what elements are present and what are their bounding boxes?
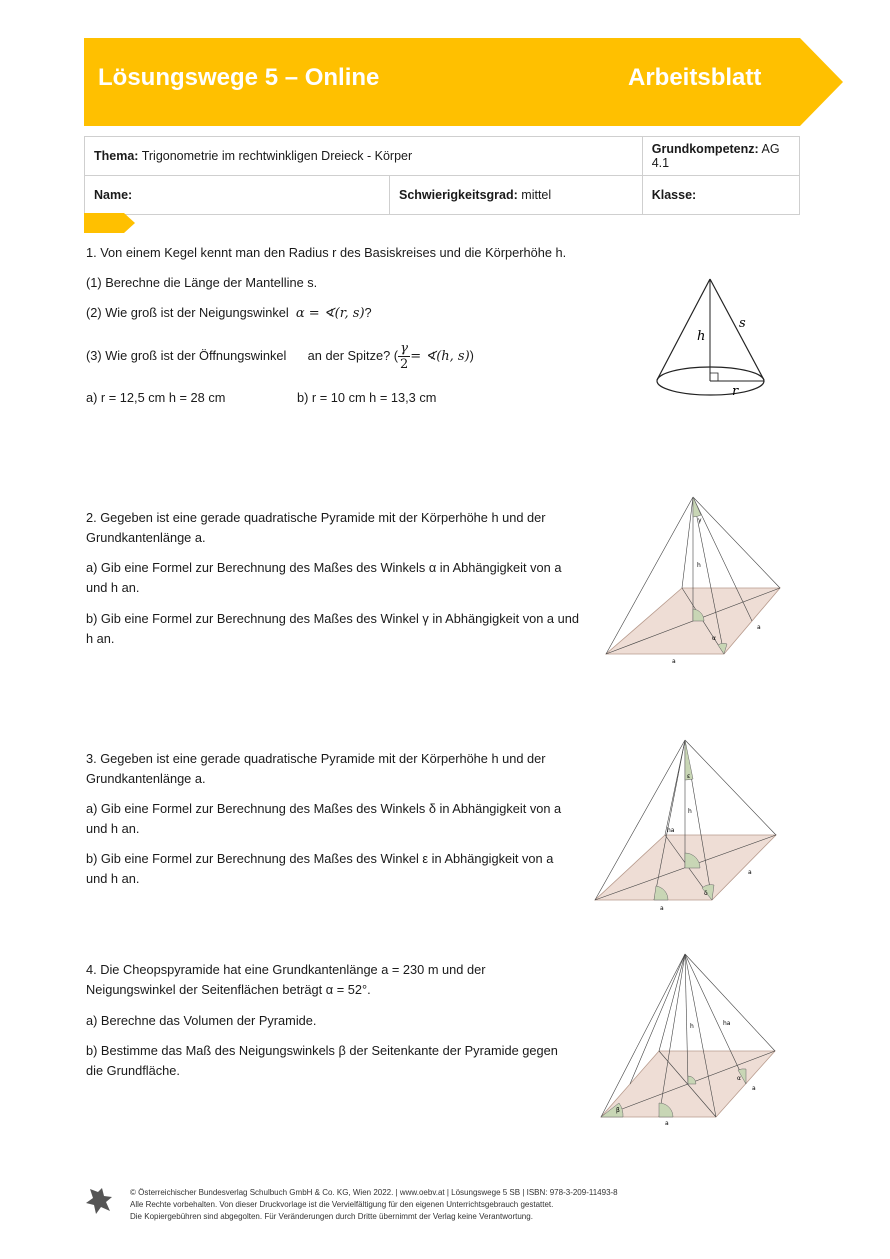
document-type: Arbeitsblatt [628, 64, 762, 91]
name-cell[interactable] [85, 176, 390, 215]
thema-value: Trigonometrie im rechtwinkligen Dreieck - Körper [141, 149, 413, 163]
pyr2-label-a-bottom: a [672, 658, 676, 665]
fraction-denominator: 2 [400, 357, 409, 372]
pyr3-label-a-bottom: a [660, 905, 664, 912]
schwierigkeit-value: mittel [521, 188, 552, 202]
pyr3-label-epsilon: ε [687, 773, 691, 780]
pyr2-label-a-right: a [757, 624, 761, 631]
task3-a: a) Gib eine Formel zur Berechnung des Maßes des Winkels δ in Abhängigkeit von a und h an. [86, 801, 562, 836]
pyr4-label-alpha: α [737, 1075, 741, 1082]
klasse-label: Klasse: [651, 188, 697, 202]
cone-label-s: s [739, 316, 746, 331]
task1-q3-text: (3) Wie groß ist der Öffnungswinkel [86, 347, 287, 363]
task1-q3-end: ) [469, 347, 474, 363]
cone-label-h: h [697, 329, 706, 344]
task1-q3-after: an der Spitze? ( [307, 347, 399, 363]
grundkompetenz-label: Grundkompetenz: [651, 142, 759, 156]
pyr4-label-a-right: a [752, 1085, 756, 1092]
task2-a: a) Gib eine Formel zur Berechnung des Maßes des Winkels α in Abhängigkeit von a und h an. [86, 560, 562, 595]
section-marker-arrow [84, 213, 136, 235]
task3-intro: 3. Gegeben ist eine gerade quadratische Pyramide mit der Körperhöhe h und der Grundkantenlänge a. [86, 751, 546, 786]
fraction-numerator: γ [398, 341, 410, 357]
schwierigkeit-cell [390, 176, 643, 215]
name-label: Name: [94, 188, 133, 202]
footer-line-1: © Österreichischer Bundesverlag Schulbuch GmbH & Co. KG, Wien 2022. | www.oebv.at | Lösungswege 5 SB | ISBN: 978-3-209-11493-8 [130, 1188, 618, 1197]
task1-q3 [86, 341, 474, 372]
task4-a: a) Berechne das Volumen der Pyramide. [86, 1013, 317, 1028]
cone-label-r: r [732, 384, 739, 399]
schwierigkeit-label: Schwierigkeitsgrad: [399, 188, 518, 202]
worksheet-title: Lösungswege 5 – Online [98, 64, 380, 91]
pyr4-label-ha: ha [723, 1020, 731, 1027]
pyr2-label-h: h [697, 562, 701, 569]
pyr2-label-alpha: α [712, 635, 716, 642]
footer-line-2: Alle Rechte vorbehalten. Von dieser Druckvorlage ist die Vervielfältigung für den eigenen Unterrichtsgebrauch gestattet. [130, 1200, 554, 1209]
task1-a: a) r = 12,5 cm h = 28 cm [86, 390, 226, 405]
pyr3-label-ha: ha [667, 827, 675, 834]
klasse-cell[interactable] [642, 176, 799, 215]
task1-q1: (1) Berechne die Länge der Mantelline s. [86, 275, 318, 290]
task1-intro: 1. Von einem Kegel kennt man den Radius r des Basiskreises und die Körperhöhe h. [86, 245, 567, 260]
pyr4-label-a-bottom: a [665, 1120, 669, 1127]
pyr2-label-gamma: γ [698, 517, 702, 524]
task3-b: b) Gib eine Formel zur Berechnung des Maßes des Winkel ε in Abhängigkeit von a und h an. [86, 851, 554, 886]
pyr3-label-a-right: a [748, 869, 752, 876]
thema-cell [85, 137, 643, 176]
pyr3-label-delta: δ [704, 890, 708, 897]
info-table [84, 136, 800, 215]
task1-q2-formula: α = ∢(r, s) [295, 306, 365, 321]
header-banner [0, 0, 890, 130]
task4-b: b) Bestimme das Maß des Neigungswinkels β der Seitenkante der Pyramide gegen die Grundfläche. [86, 1043, 558, 1078]
task1-q2-text: (2) Wie groß ist der Neigungswinkel [86, 305, 289, 320]
task1-q3-formula: = ∢(h, s) [410, 348, 470, 364]
pyramid-figure-4 [595, 950, 790, 1130]
pyr4-label-h: h [690, 1023, 694, 1030]
pyr4-label-beta: β [616, 1107, 620, 1114]
task2-intro: 2. Gegeben ist eine gerade quadratische Pyramide mit der Körperhöhe h und der Grundkantenlänge a. [86, 510, 546, 545]
task2-b: b) Gib eine Formel zur Berechnung des Maßes des Winkel γ in Abhängigkeit von a und h an. [86, 611, 579, 646]
pyramid-figure-2 [600, 492, 790, 672]
pyr3-label-h: h [688, 808, 692, 815]
gamma-half-fraction [398, 341, 410, 372]
task4-intro: 4. Die Cheopspyramide hat eine Grundkantenlänge a = 230 m und der Neigungswinkel der Seitenflächen beträgt α = 52°. [86, 962, 486, 997]
grundkompetenz-value: AG 4.1 [651, 142, 780, 170]
copyright-footer [130, 1187, 618, 1223]
pyramid-figure-3 [590, 735, 785, 915]
grundkompetenz-cell [642, 137, 799, 176]
task1-q2-end: ? [364, 305, 372, 320]
task1-q2 [86, 303, 372, 324]
publisher-logo-icon [84, 1186, 114, 1216]
task1-b: b) r = 10 cm h = 13,3 cm [297, 390, 437, 405]
cone-figure [650, 275, 775, 405]
thema-label: Thema: [94, 149, 139, 163]
footer-line-3: Die Kopiergebühren sind abgegolten. Für Veränderungen durch Dritte übernimmt der Verlag keine Verantwortung. [130, 1212, 533, 1221]
